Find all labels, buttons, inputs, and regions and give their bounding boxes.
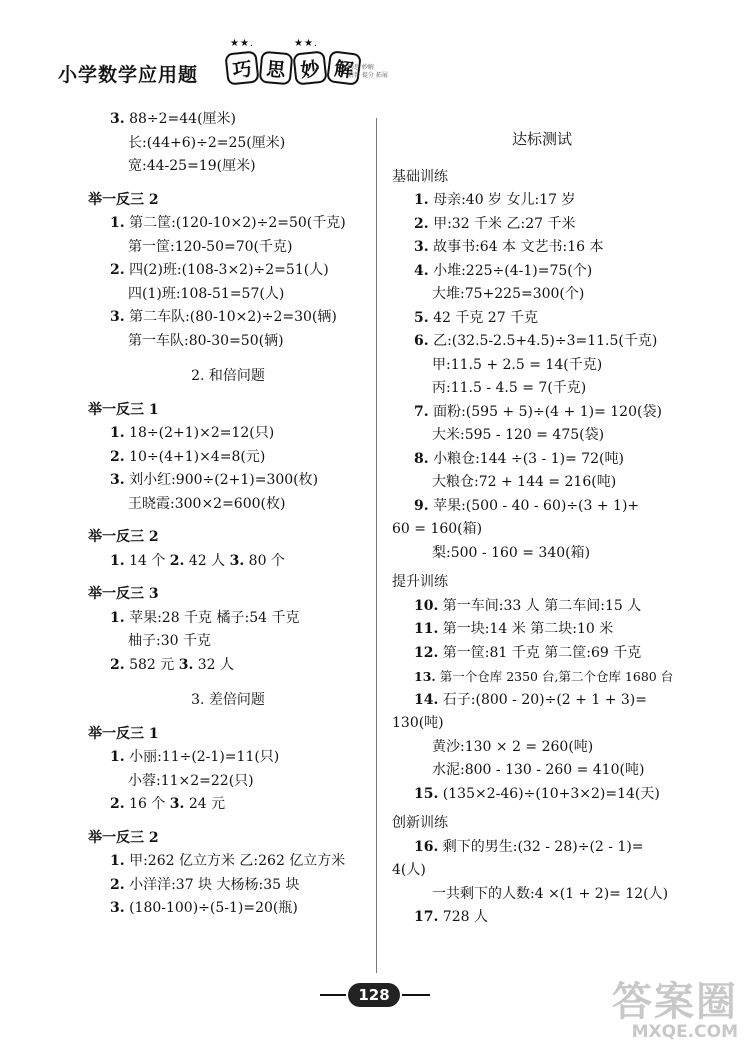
answer-line: 长:(44+6)÷2=25(厘米): [128, 134, 286, 151]
subsection-heading: 提升训练: [392, 574, 448, 590]
answer-line: 宽:44-25=19(厘米): [128, 158, 256, 174]
answer-line: 3. (180-100)÷(5-1)=20(瓶): [110, 900, 298, 916]
answer-line: 2. 小洋洋:37 块 大杨杨:35 块: [110, 876, 300, 893]
answer-line: 130(吨): [392, 715, 444, 731]
page-footer: [320, 983, 430, 1007]
answer-line: 4(人): [392, 862, 426, 878]
answer-line: 小蓉:11×2=22(只): [128, 772, 254, 789]
star-decoration: ★★.: [230, 38, 255, 49]
answer-line: 4. 小堆:225÷(4-1)=75(个): [414, 262, 593, 279]
answer-line: 一共剩下的人数:4 ×(1 + 2)= 12(人): [432, 885, 669, 902]
subsection-heading: 创新训练: [392, 815, 448, 831]
answer-line: 8. 小粮仓:144 ÷(3 - 1)= 72(吨): [414, 450, 624, 467]
header-small-text: 巧思 妙解 启智 提分 拓展: [348, 64, 388, 79]
answer-line: 第一车队:80-30=50(辆): [128, 332, 284, 349]
badge-char: 解: [326, 50, 362, 86]
left-column: [88, 108, 368, 921]
answer-line: 1. 14 个 2. 42 人 3. 80 个: [110, 552, 285, 569]
section-heading: 举一反三 2: [88, 191, 159, 208]
page-number: 128: [348, 983, 400, 1007]
answer-line: 黄沙:130 × 2 = 260(吨): [432, 738, 594, 755]
badge-char: 巧: [224, 50, 259, 85]
book-header: [58, 38, 418, 98]
answer-line: 四(1)班:108-51=57(人): [128, 285, 285, 302]
answer-line: 15. (135×2-46)÷(10+3×2)=14(天): [414, 785, 660, 802]
section-heading: 举一反三 3: [88, 586, 159, 602]
answer-line: 16. 剩下的男生:(32 - 28)÷(2 - 1)=: [414, 838, 644, 855]
answer-line: 甲:11.5 + 2.5 = 14(千克): [432, 356, 603, 373]
footer-rule: [402, 994, 430, 996]
subsection-heading: 基础训练: [392, 168, 448, 185]
answer-line: 3. 88÷2=44(厘米): [110, 111, 236, 127]
book-title: 小学数学应用题: [58, 64, 199, 86]
footer-rule: [320, 994, 346, 996]
answer-line: 7. 面粉:(595 + 5)÷(4 + 1)= 120(袋): [414, 403, 662, 420]
answer-line: 1. 苹果:28 千克 橘子:54 千克: [110, 609, 300, 626]
answer-line: 3. 故事书:64 本 文艺书:16 本: [414, 239, 604, 255]
answer-line: 2. 582 元 3. 32 人: [110, 656, 235, 673]
answer-line: 大米:595 - 120 = 475(袋): [432, 427, 605, 443]
answer-line: 1. 母亲:40 岁 女儿:17 岁: [414, 192, 576, 208]
answer-line: 水泥:800 - 130 - 260 = 410(吨): [432, 762, 645, 778]
answer-line: 2. 16 个 3. 24 元: [110, 796, 226, 812]
answer-line: 14. 石子:(800 - 20)÷(2 + 1 + 3)=: [414, 691, 647, 708]
badge-char: 妙: [292, 50, 327, 85]
answer-line: 13. 第一个仓库 2350 台,第二个仓库 1680 台: [414, 669, 674, 684]
answer-line: 6. 乙:(32.5-2.5+4.5)÷3=11.5(千克): [414, 333, 658, 349]
answer-line: 17. 728 人: [414, 909, 488, 925]
answer-line: 第一筐:120-50=70(千克): [128, 238, 293, 255]
star-decoration: ★★.: [294, 38, 319, 49]
answer-line: 2. 四(2)班:(108-3×2)÷2=51(人): [110, 262, 329, 278]
section-heading: 举一反三 2: [88, 529, 159, 545]
answer-line: 12. 第一筐:81 千克 第二筐:69 千克: [414, 644, 642, 661]
right-column: [392, 108, 692, 930]
answer-line: 丙:11.5 - 4.5 = 7(千克): [432, 380, 587, 396]
section-heading: 举一反三 1: [88, 725, 159, 742]
badge-char: 思: [259, 51, 294, 86]
answer-line: 2. 甲:32 千米 乙:27 千米: [414, 215, 576, 232]
column-divider: [376, 118, 377, 973]
section-heading: 举一反三 1: [88, 401, 159, 418]
chapter-title: 2. 和倍问题: [191, 368, 265, 384]
title-badges: [226, 52, 360, 84]
answer-line: 王晓霞:300×2=600(枚): [128, 495, 286, 512]
answer-line: 10. 第一车间:33 人 第二车间:15 人: [414, 597, 642, 614]
answer-line: 大堆:75+225=300(个): [432, 286, 585, 302]
section-heading: 举一反三 2: [88, 829, 159, 846]
answer-line: 5. 42 千克 27 千克: [414, 309, 539, 326]
chapter-title: 3. 差倍问题: [191, 692, 265, 708]
answer-line: 梨:500 - 160 = 340(箱): [432, 544, 591, 561]
answer-line: 9. 苹果:(500 - 40 - 60)÷(3 + 1)+: [414, 497, 640, 514]
test-title: 达标测试: [511, 130, 572, 148]
answer-line: 1. 甲:262 亿立方米 乙:262 亿立方米: [110, 853, 346, 869]
answer-line: 3. 刘小红:900÷(2+1)=300(枚): [110, 472, 319, 488]
answer-line: 1. 第二筐:(120-10×2)÷2=50(千克): [110, 215, 346, 231]
answer-line: 11. 第一块:14 米 第二块:10 米: [414, 621, 614, 637]
answer-line: 柚子:30 千克: [128, 633, 211, 649]
site-watermark: 答案圈 MXQE.COM: [612, 979, 738, 1042]
answer-line: 1. 小丽:11÷(2-1)=11(只): [110, 749, 280, 765]
answer-line: 大粮仓:72 + 144 = 216(吨): [432, 474, 617, 490]
answer-line: 2. 10÷(4+1)×4=8(元): [110, 448, 266, 465]
answer-line: 3. 第二车队:(80-10×2)÷2=30(辆): [110, 309, 337, 325]
answer-line: 60 = 160(箱): [392, 521, 483, 537]
answer-line: 1. 18÷(2+1)×2=12(只): [110, 425, 275, 441]
